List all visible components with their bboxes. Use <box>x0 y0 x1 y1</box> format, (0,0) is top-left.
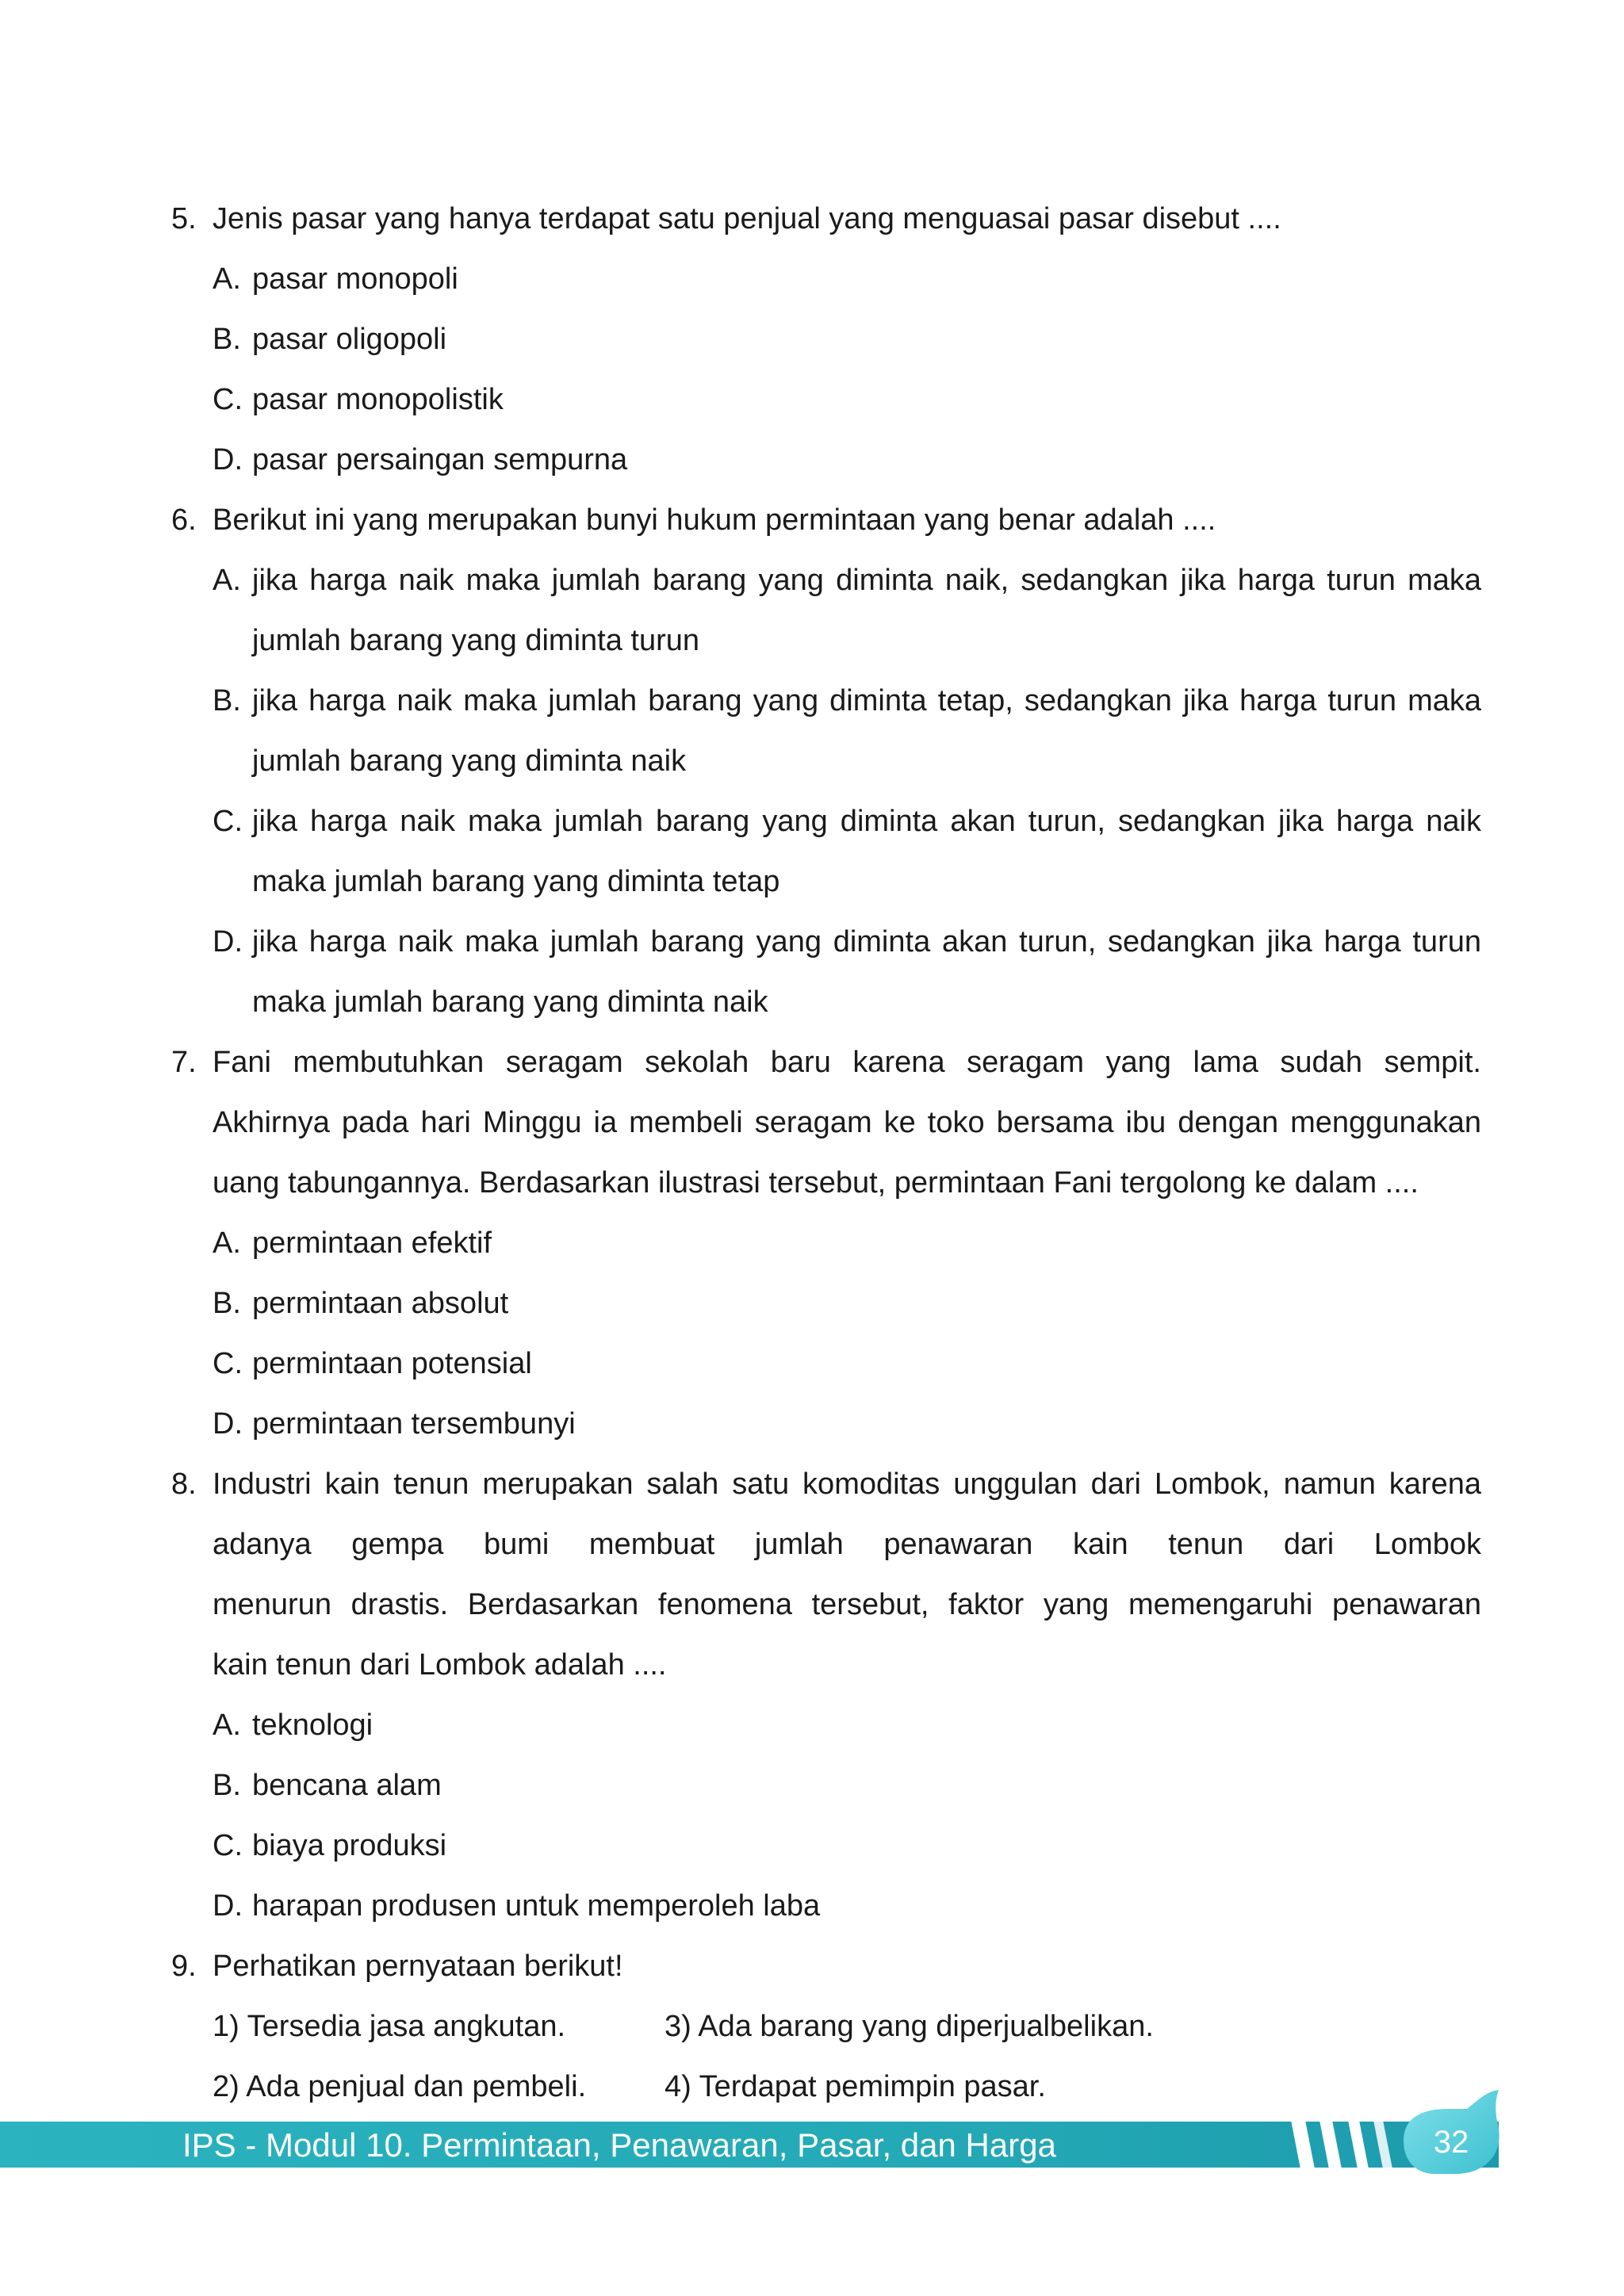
question-text: Jenis pasar yang hanya terdapat satu penjual yang menguasai pasar disebut .... <box>213 202 1281 235</box>
question-text: menurun drastis. Berdasarkan fenomena tersebut, faktor yang memengaruhi penawaran <box>213 1588 1481 1621</box>
option-text: pasar monopolistik <box>252 383 504 416</box>
option-letter: D. <box>213 1889 243 1923</box>
option-letter: D. <box>213 925 243 959</box>
question-number: 6. <box>171 503 197 537</box>
option-letter: C. <box>213 383 243 416</box>
option-text: maka jumlah barang yang diminta tetap <box>252 865 780 898</box>
page-number: 32 <box>1433 2125 1469 2160</box>
option-text: bencana alam <box>252 1769 442 1802</box>
option-text: permintaan absolut <box>252 1287 509 1320</box>
question-number: 7. <box>171 1046 197 1079</box>
option-letter: A. <box>213 564 241 597</box>
option-text: permintaan tersembunyi <box>252 1407 576 1441</box>
option-text: pasar persaingan sempurna <box>252 443 628 476</box>
question-text: Fani membutuhkan seragam sekolah baru karena seragam yang lama sudah sempit. <box>213 1046 1481 1079</box>
option-text: biaya produksi <box>252 1829 447 1862</box>
option-letter: B. <box>213 1287 241 1320</box>
option-text: jumlah barang yang diminta turun <box>252 624 700 657</box>
question-number: 8. <box>171 1468 197 1501</box>
option-letter: C. <box>213 1347 243 1380</box>
statement-1: 1) Tersedia jasa angkutan. <box>213 2010 566 2043</box>
option-text: jumlah barang yang diminta naik <box>252 744 687 778</box>
option-letter: C. <box>213 1829 243 1862</box>
question-text: uang tabungannya. Berdasarkan ilustrasi tersebut, permintaan Fani tergolong ke dalam .... <box>213 1166 1419 1200</box>
question-text: kain tenun dari Lombok adalah .... <box>213 1648 667 1682</box>
option-text: permintaan efektif <box>252 1226 492 1260</box>
option-text: jika harga naik maka jumlah barang yang diminta tetap, sedangkan jika harga turun maka <box>252 684 1481 718</box>
option-text: jika harga naik maka jumlah barang yang diminta akan turun, sedangkan jika harga turun <box>252 925 1481 959</box>
statement-2: 2) Ada penjual dan pembeli. <box>213 2070 587 2103</box>
option-text: pasar oligopoli <box>252 323 447 356</box>
option-letter: B. <box>213 684 241 718</box>
option-text: jika harga naik maka jumlah barang yang diminta naik, sedangkan jika harga turun maka <box>252 564 1481 597</box>
question-text: adanya gempa bumi membuat jumlah penawaran kain tenun dari Lombok <box>213 1528 1481 1561</box>
option-letter: B. <box>213 1769 241 1802</box>
question-text: Industri kain tenun merupakan salah satu komoditas unggulan dari Lombok, namun karena <box>213 1468 1481 1501</box>
question-text: Perhatikan pernyataan berikut! <box>213 1950 623 1983</box>
option-text: pasar monopoli <box>252 262 458 296</box>
option-letter: A. <box>213 1226 241 1260</box>
option-text: harapan produsen untuk memperoleh laba <box>252 1889 821 1923</box>
option-text: jika harga naik maka jumlah barang yang diminta akan turun, sedangkan jika harga naik <box>252 805 1481 838</box>
question-text: Berikut ini yang merupakan bunyi hukum permintaan yang benar adalah .... <box>213 503 1216 537</box>
footer-title: IPS - Modul 10. Permintaan, Penawaran, Pasar, dan Harga <box>182 2126 1056 2164</box>
question-number: 5. <box>171 202 197 235</box>
option-text: permintaan potensial <box>252 1347 532 1380</box>
option-letter: A. <box>213 262 241 296</box>
option-letter: A. <box>213 1709 241 1742</box>
statement-4: 4) Terdapat pemimpin pasar. <box>665 2070 1046 2103</box>
question-number: 9. <box>171 1950 197 1983</box>
question-text: Akhirnya pada hari Minggu ia membeli seragam ke toko bersama ibu dengan menggunakan <box>213 1106 1481 1139</box>
option-text: maka jumlah barang yang diminta naik <box>252 985 768 1019</box>
option-letter: D. <box>213 443 243 476</box>
option-text: teknologi <box>252 1709 373 1742</box>
option-letter: D. <box>213 1407 243 1441</box>
option-letter: B. <box>213 323 241 356</box>
statement-3: 3) Ada barang yang diperjualbelikan. <box>665 2010 1154 2043</box>
option-letter: C. <box>213 805 243 838</box>
